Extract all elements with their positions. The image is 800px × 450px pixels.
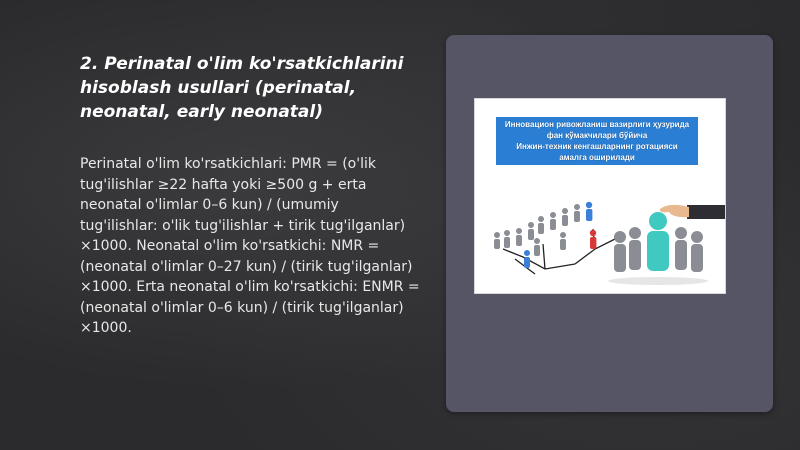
announcement-banner [496,117,698,165]
banner-line: амалга оширилади [559,153,635,162]
network-people-image [474,98,726,294]
slide-title: 2. Perinatal o'lim ko'rsatkichlarini hisoblash usullari (perinatal, neonatal, early neonatal) [80,54,404,122]
banner-line: фан кўмакчилари бўйича [546,131,648,140]
red-person-icon [590,230,597,249]
pointing-hand-icon [660,205,725,219]
gray-people-group [494,204,580,256]
banner-line: Инновацион ривожланиш вазирлиги ҳузурида [504,120,690,129]
slide-body-text: Perinatal o'lim ko'rsatkichlari: PMR = (o'lik tug'ilishlar ≥22 hafta yoki ≥500 g + erta neonatal o'limlar 0–6 kun) / (umumiy tug'ilishlar: o'lik tug'ilishlar + tirik tug'ilganlar) ×1000. Neonatal o'lim ko'rsatkichi: NMR = (neonatal o'limlar 0–27 kun) / (tirik tug'ilganlar) ×1000. Erta neonatal o'lim ko'rsatkichi: ENMR = (neonatal o'limlar 0–6 kun) / (tirik tug'ilganlar) ×1000. [80,156,420,336]
banner-line: Инжин-техник кенгашларнинг ротацияси [516,142,678,151]
highlighted-person-icon [647,212,669,271]
image-card [446,35,773,412]
